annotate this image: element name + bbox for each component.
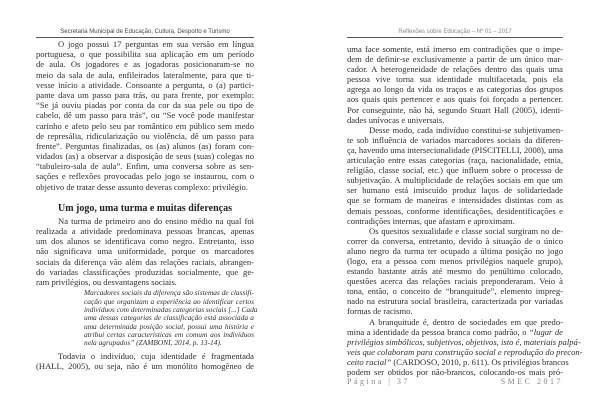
text-line: questões acerca das relações raciais preponderaram. Veio à [347,276,563,287]
text-line: Na turma de primeiro ano do ensino médio na qual foi [58,215,254,226]
text-line: nado na estrutura social brasileira, caracterizada por variadas [347,296,563,307]
section-heading: Um jogo, uma turma e muitas diferenças [58,202,232,214]
footer-brand: SMEC 2017 [500,377,563,386]
text-line: cador. A heterogeneidade de relações dentro das quais uma [347,64,563,75]
italic-quote-text: veis que colaboram para construção social e reprodução do precon- [347,346,583,357]
text-line: estando bastante atrás até mesmo do penúltimo colocado, [347,266,563,277]
text-line: demais pessoas, conforme identificações, desidentificações e [347,205,563,216]
text-line: ser humano está imiscuído produz laços de solidariedade [347,185,563,196]
text-line: aos quais quis pertencer e aos quais foi forçado a pertencer. [347,94,563,105]
paragraph [36,351,254,371]
text-line [347,336,581,347]
text-line: realizada a atividade predominava pessoas brancas, apenas [36,226,254,236]
text-line: meio da sala de aula, enfileirados lateralmente, para que ti- [36,69,254,80]
text-line: cabelo, dê um passo para trás”, ou “Se você pode manifestar [36,110,254,121]
paragraph [347,125,563,226]
text-line: Todavia o indivíduo, cuja identidade é fragmentada [58,350,254,361]
text-line: Desse modo, cada indivíduo constitui-se subjetivamen- [369,124,563,135]
text-line: Marcadores sociais da diferença são sistemas de classifi- [84,288,254,298]
italic-quote-text: “lugar de [529,326,563,337]
text-line: portuguesa, o que possibilita sua aplicação em um período [36,49,254,60]
page-number: Página | 37 [347,377,410,386]
text-line: podem ser obtidos por não-brancos, colocando-os mais pró- [347,367,563,377]
text-line: articulação entre essas categorias (raça, nacionalidade, etnia, [347,155,563,166]
text-line: sações e reflexões provocadas pelo jogo se instaurou, com o [36,171,254,182]
text-line: de represália, ridicularização ou violência, dê um passo para [36,130,254,141]
text-line: uma determinada posição social, possui uma história e [84,321,254,331]
text-line: dem de definir-se exclusivamente a partir de um único mar- [347,54,563,65]
text-line: que se formam de maneiras e intensidades distintas com as [347,195,563,206]
paragraph [347,44,563,125]
text-line: um dos alunos se identificava como negro. Entretanto, isso [36,236,254,247]
text-line: religião, classe social, etc.) que influem sobre o processo de [347,165,563,176]
text-line: atribui certas características em comum aos indivíduos [84,330,254,340]
text-line: subjetivação. A multiplicidade de relações sociais em que um [347,175,563,186]
block-quote [36,288,258,348]
text-line: (logo, era a pessoa com menos privilégios naquele grupo), [347,255,563,266]
text-line: pessoa vive torna sua identidade multifacetada, pois ela [347,74,563,85]
text-line: frente”. Perguntas finalizadas, os (as) alunos (as) foram con- [36,140,254,151]
text-line: nela agrupados” (ZAMBONI, 2014, p. 13-14). [84,338,222,348]
text-line: vesse início a atividade. Consoante a pergunta, o (a) partici- [36,79,254,90]
text-line: ram privilégios, ou desvantagens sociais. [36,276,177,287]
text-line: Os quesitos sexualidade e classe social surgiram no de- [369,225,563,236]
text-line: aluno negro da turma ter ocupado a última posição no jogo [347,245,563,256]
text-line: Por conseguinte, não há, segundo Stuart Hall (2005), identi- [347,104,563,115]
text-line: formas de racismo. [347,306,413,317]
text-line: sociais da diferença vão além das relações raciais, abrangen- [36,256,254,267]
text-line: objetivo de tratar desse assunto deveras complexo: privilégio. [36,181,248,192]
italic-quote-text: ceito racial” [347,356,392,367]
text-line: ça, havendo uma intersecionalidade (PISCITELLI, 2008), uma [347,144,563,155]
text-line: uma face somente, está imerso em contradições que o impe- [347,44,563,54]
text-line: tona, então, o conceito de “branquitude”, elemento impreg- [347,286,563,297]
text-segment: mina a identidade da pessoa branca como padrão, o [347,326,529,337]
text-line: “Se já ouviu piadas por conta da cor da sua pele ou tipo de [36,100,254,111]
text-line [347,346,583,357]
text-line: O jogo possui 17 perguntas em sua versão em língua [58,39,254,49]
text-line: indivíduos com determinadas categorias sociais [...] Cada [84,304,258,314]
paragraph [347,316,583,378]
text-segment: (CARDOSO, 2010, p. 611). Os privilégios brancos [391,356,569,367]
text-line: de aula. Os jogadores e as jogadoras posicionaram-se no [36,59,254,70]
paragraph [36,216,254,287]
paragraph [36,39,254,192]
text-line: pante dava um passo para trás, ou para frente, por exemplo: [36,89,254,100]
text-line: agrega ao longo da vida os traços e as categorias dos grupos [347,84,563,95]
text-line: vidados (as) a observar a disposição de seus (suas) colegas no [36,151,254,162]
running-header-right: Reflexões sobre Educação – Nº 01 – 2017 [347,27,563,38]
text-line: te sob influência de variados marcadores sociais da diferen- [347,134,563,145]
text-line [347,356,569,367]
paragraph [347,226,563,317]
text-line: “tabuleiro-sala de aula”. Enfim, uma conversa sobre as sen- [36,161,254,172]
text-line: cação que organizam a experiência ao identificar certos [84,296,254,306]
text-line: (HALL, 2005), ou seja, não é um monólito homogêneo de [36,361,254,372]
left-column [36,39,258,372]
text-line: do variadas classificações produzidas socialmente, que ge- [36,266,254,277]
text-line: contradições internas, que afastam e aproximam. [347,215,515,226]
running-header-left: Secretaria Municipal de Educação, Cultura, Desporto e Turismo [36,27,254,38]
text-line: carinho e afeto pelo seu par romântico em público sem medo [36,120,254,131]
text-line [347,327,563,337]
text-line: A branquitude é, dentro de sociedades em que predo- [369,316,563,327]
right-column [347,44,583,377]
text-line: uma dessas categorias de classificação está associada a [84,313,254,323]
text-line: dades unívocas e universais. [347,114,445,125]
italic-quote-text: privilégios simbólicos, subjetivos, objetivos, isto é, materiais palpá- [347,336,581,347]
text-line: correr da conversa, entretanto, devido à situação de o único [347,235,563,246]
text-line: não significava uma uniformidade, porque os marcadores [36,246,254,257]
